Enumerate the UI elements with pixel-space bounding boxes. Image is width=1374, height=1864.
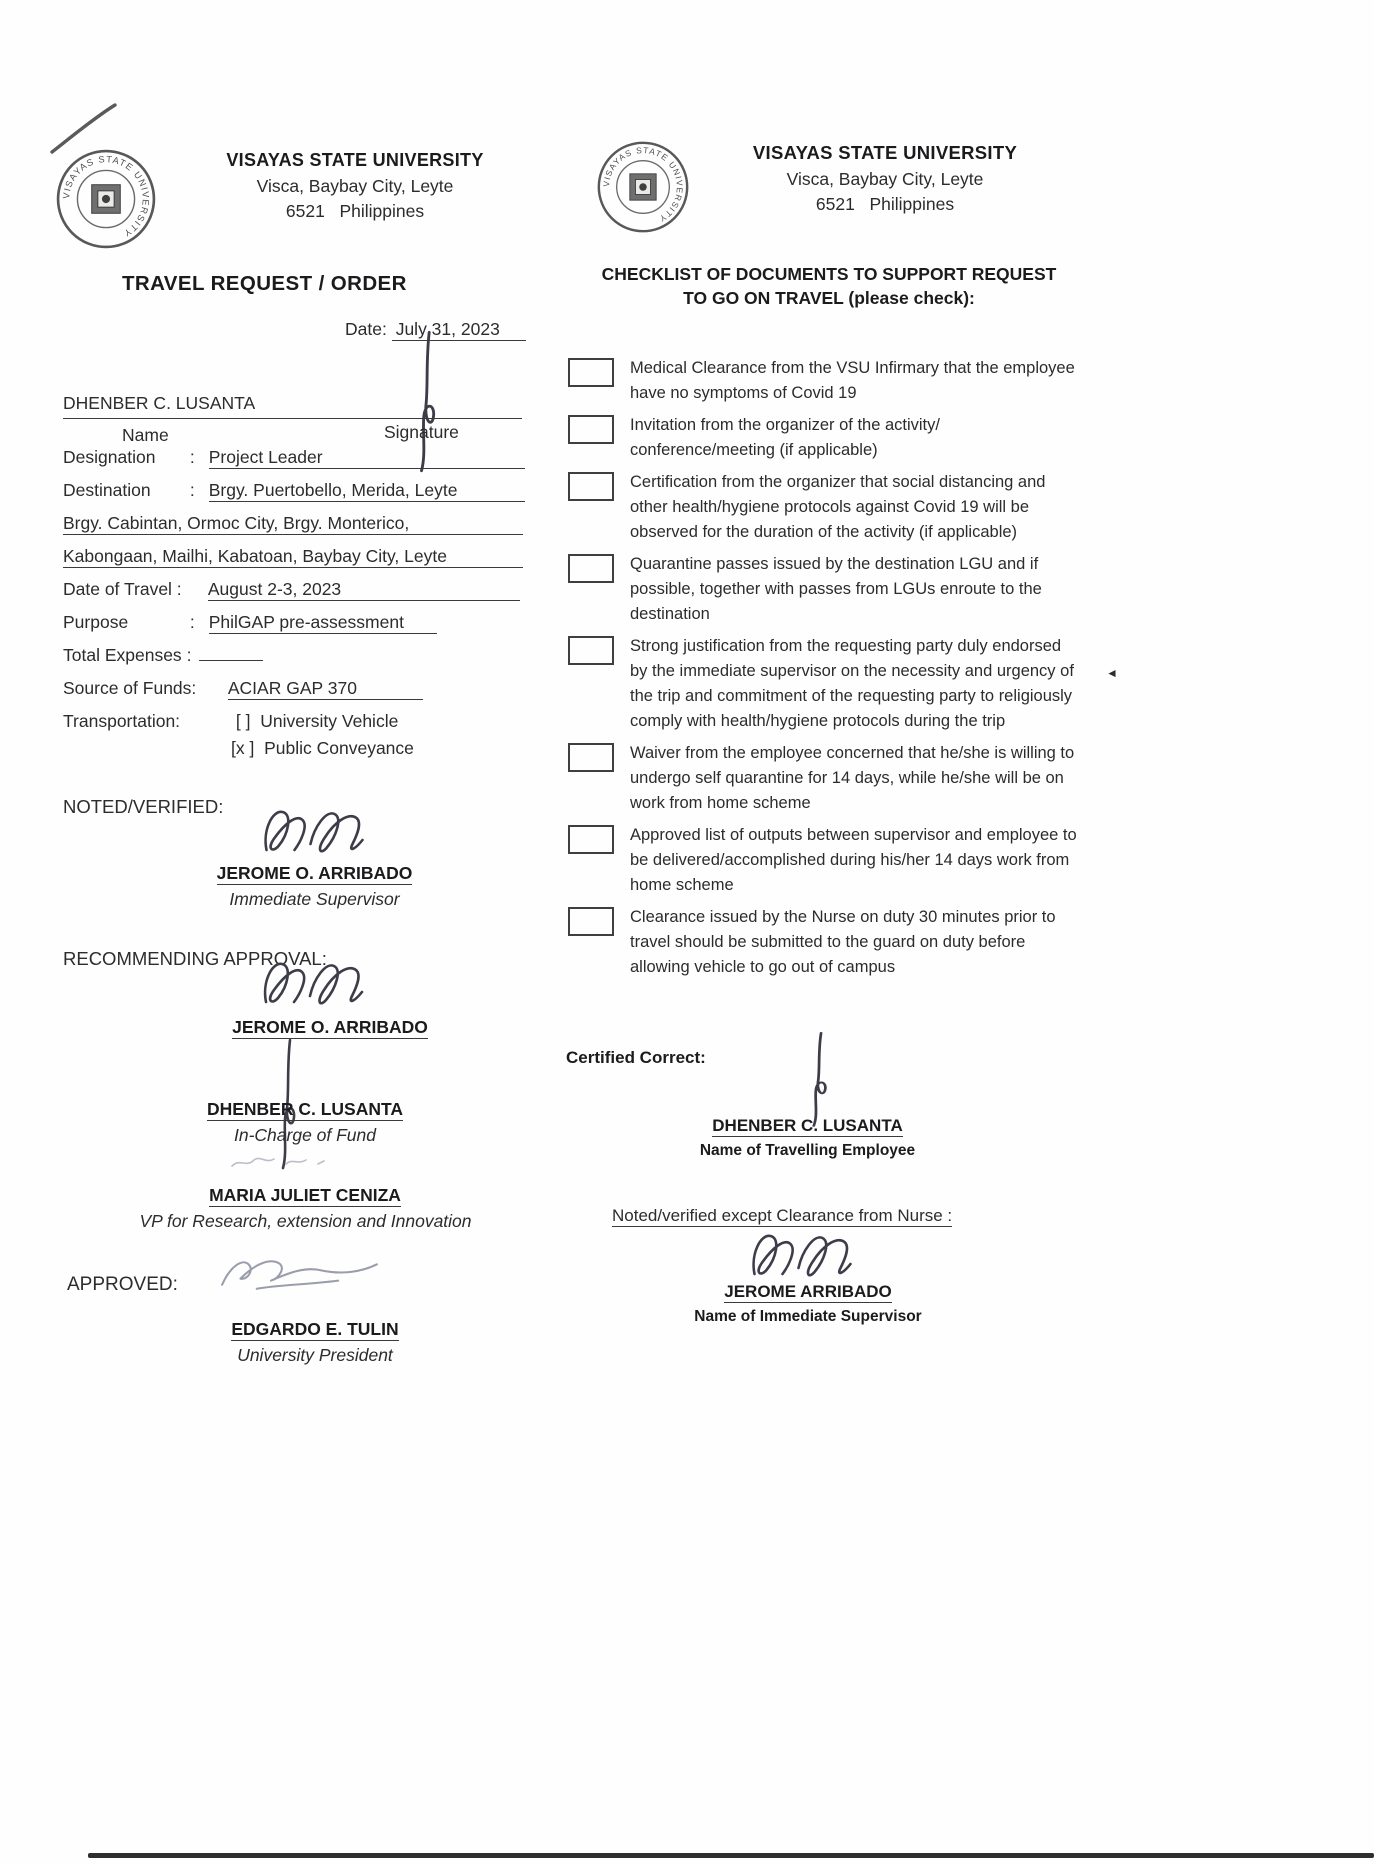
date-of-travel-row: [63, 578, 520, 601]
signature-stroke: [798, 1030, 840, 1128]
vp-name: MARIA JULIET CENIZA: [209, 1185, 401, 1205]
separator: :: [186, 645, 192, 665]
signature-label: Signature: [384, 422, 459, 442]
supervisor-signature: [252, 952, 382, 1014]
total-expenses-label: Total Expenses: [63, 645, 182, 665]
in-charge-of-fund-name: DHENBER C. LUSANTA: [206, 1099, 404, 1119]
noted-verified-label: NOTED/VERIFIED:: [63, 796, 224, 817]
total-expenses-row: [63, 644, 263, 666]
separator: :: [189, 447, 195, 467]
recommending-approval-label: RECOMMENDING APPROVAL:: [63, 948, 327, 969]
travelling-employee-name: DHENBER C. LUSANTA: [712, 1116, 903, 1135]
purpose-value: PhilGAP pre-assessment: [209, 611, 437, 634]
checkbox: [568, 415, 614, 444]
checklist-item-text: Quarantine passes issued by the destination LGU and if possible, together with passes from LGUs enroute to the destination: [630, 555, 1042, 623]
checkbox: [568, 825, 614, 854]
destination-value-line2: Brgy. Cabintan, Ormoc City, Brgy. Monterico,: [63, 512, 523, 535]
supervisor-signature: [250, 800, 385, 862]
date-value: July 31, 2023: [392, 319, 526, 341]
date-of-travel-value: August 2-3, 2023: [208, 578, 520, 601]
university-address-line1: Visca, Baybay City, Leyte: [786, 169, 984, 189]
destination-row: [63, 479, 525, 502]
destination-value-line1: Brgy. Puertobello, Merida, Leyte: [209, 479, 525, 502]
checklist-item-text: Certification from the organizer that social distancing and other health/hygiene protocols against Covid 19 will be observed for the duration of the activity (if applicable): [630, 473, 1046, 541]
university-address-line1: Visca, Baybay City, Leyte: [256, 176, 454, 196]
employee-name: DHENBER C. LUSANTA: [63, 393, 256, 413]
checklist-item-text: Medical Clearance from the VSU Infirmary that the employee have no symptoms of Covid 19: [630, 359, 1075, 402]
university-address-line2: 6521 Philippines: [285, 201, 425, 221]
recommending-approval-name: JEROME O. ARRIBADO: [232, 1017, 428, 1037]
source-of-funds-value: ACIAR GAP 370: [228, 677, 423, 700]
right-header: [705, 142, 1065, 215]
transport-option-label: University Vehicle: [260, 711, 399, 731]
transport-option-public-conveyance: [231, 737, 414, 759]
checkbox: [568, 907, 614, 936]
approved-label: APPROVED:: [67, 1274, 178, 1295]
checklist-title-line1: CHECKLIST OF DOCUMENTS TO SUPPORT REQUEST: [601, 264, 1057, 284]
arrow-artifact: ◄: [1106, 666, 1118, 680]
designation-row: [63, 446, 525, 469]
checklist-item: [568, 356, 1082, 406]
separator: :: [189, 480, 195, 500]
transport-option-label: Public Conveyance: [264, 738, 414, 758]
university-name: VISAYAS STATE UNIVERSITY: [226, 150, 484, 170]
destination-value-line3: Kabongaan, Mailhi, Kabatoan, Baybay City, Leyte: [63, 545, 523, 568]
university-seal: [55, 148, 157, 250]
checklist-item-text: Approved list of outputs between supervisor and employee to be delivered/accomplished during his/her 14 days work from home scheme: [630, 826, 1077, 894]
university-address-line2: 6521 Philippines: [815, 194, 955, 214]
checklist-title-line2: TO GO ON TRAVEL (please check):: [683, 288, 975, 308]
purpose-label: Purpose: [63, 612, 129, 632]
checkbox: [568, 554, 614, 583]
checklist-item-text: Strong justification from the requesting party duly endorsed by the immediate supervisor on the necessity and urgency of the trip and commitment of the requesting party to religiously comply with health/hygiene protocols during the trip: [630, 637, 1074, 730]
source-of-funds-label: Source of Funds:: [63, 678, 197, 698]
total-expenses-value: [199, 660, 263, 661]
checkbox: [568, 358, 614, 387]
noted-verified-title: Immediate Supervisor: [229, 889, 400, 909]
checklist-item: [568, 741, 1082, 816]
seal-ring-text: VISAYAS STATE UNIVERSITY: [61, 154, 151, 239]
checklist-item-text: Clearance issued by the Nurse on duty 30 minutes prior to travel should be submitted to the guard on duty before allowing vehicle to go out of campus: [630, 908, 1056, 976]
checkbox-marker: [ ]: [235, 711, 251, 731]
checkbox: [568, 743, 614, 772]
separator: :: [189, 612, 195, 632]
in-charge-of-fund-title: In-Charge of Fund: [233, 1125, 377, 1145]
checklist-item: [568, 823, 1082, 898]
university-name: VISAYAS STATE UNIVERSITY: [752, 142, 1018, 163]
checklist: [568, 356, 1082, 987]
checkbox-marker: [x ]: [231, 738, 255, 758]
form-title: TRAVEL REQUEST / ORDER: [122, 272, 407, 295]
checklist-item: [568, 470, 1082, 545]
transportation-label: Transportation:: [63, 711, 181, 731]
immediate-supervisor-name: JEROME ARRIBADO: [724, 1282, 892, 1301]
noted-except-label: Noted/verified except Clearance from Nurse :: [612, 1206, 953, 1225]
checklist-item: [568, 634, 1082, 734]
university-seal: [596, 140, 690, 234]
purpose-row: [63, 611, 437, 634]
scan-edge-artifact: [88, 1853, 1374, 1858]
travelling-employee-title: Name of Travelling Employee: [699, 1142, 916, 1159]
checklist-item-text: Invitation from the organizer of the activity/ conference/meeting (if applicable): [630, 416, 940, 459]
checkbox: [568, 636, 614, 665]
faint-scribble: [228, 1152, 338, 1172]
seal-ring-text: VISAYAS STATE UNIVERSITY: [601, 145, 685, 225]
transport-option-university-vehicle: [236, 711, 398, 731]
transportation-row: [63, 710, 398, 732]
date-label: Date:: [345, 319, 387, 339]
checklist-item: [568, 552, 1082, 627]
president-name: EDGARDO E. TULIN: [231, 1319, 399, 1339]
checklist-item: [568, 905, 1082, 980]
destination-label: Destination: [63, 480, 151, 500]
name-signature-line: [63, 418, 522, 419]
supervisor-signature: [738, 1224, 873, 1286]
checklist-title: [578, 262, 1080, 310]
checkbox: [568, 472, 614, 501]
source-of-funds-row: [63, 677, 423, 700]
president-signature: [216, 1250, 384, 1296]
designation-label: Designation: [63, 447, 156, 467]
immediate-supervisor-title: Name of Immediate Supervisor: [694, 1308, 922, 1325]
date-of-travel-label: Date of Travel :: [63, 579, 182, 599]
checklist-item-text: Waiver from the employee concerned that he/she is willing to undergo self quarantine for 14 days, while he/she will be on work from home scheme: [630, 744, 1075, 812]
checklist-item: [568, 413, 1082, 463]
name-label: Name: [122, 425, 169, 445]
certified-correct-label: Certified Correct:: [566, 1048, 706, 1067]
president-title: University President: [237, 1345, 393, 1365]
noted-verified-name: JEROME O. ARRIBADO: [216, 863, 413, 883]
vp-title: VP for Research, extension and Innovation: [139, 1211, 472, 1231]
left-header: [170, 150, 540, 222]
designation-value: Project Leader: [209, 446, 525, 469]
